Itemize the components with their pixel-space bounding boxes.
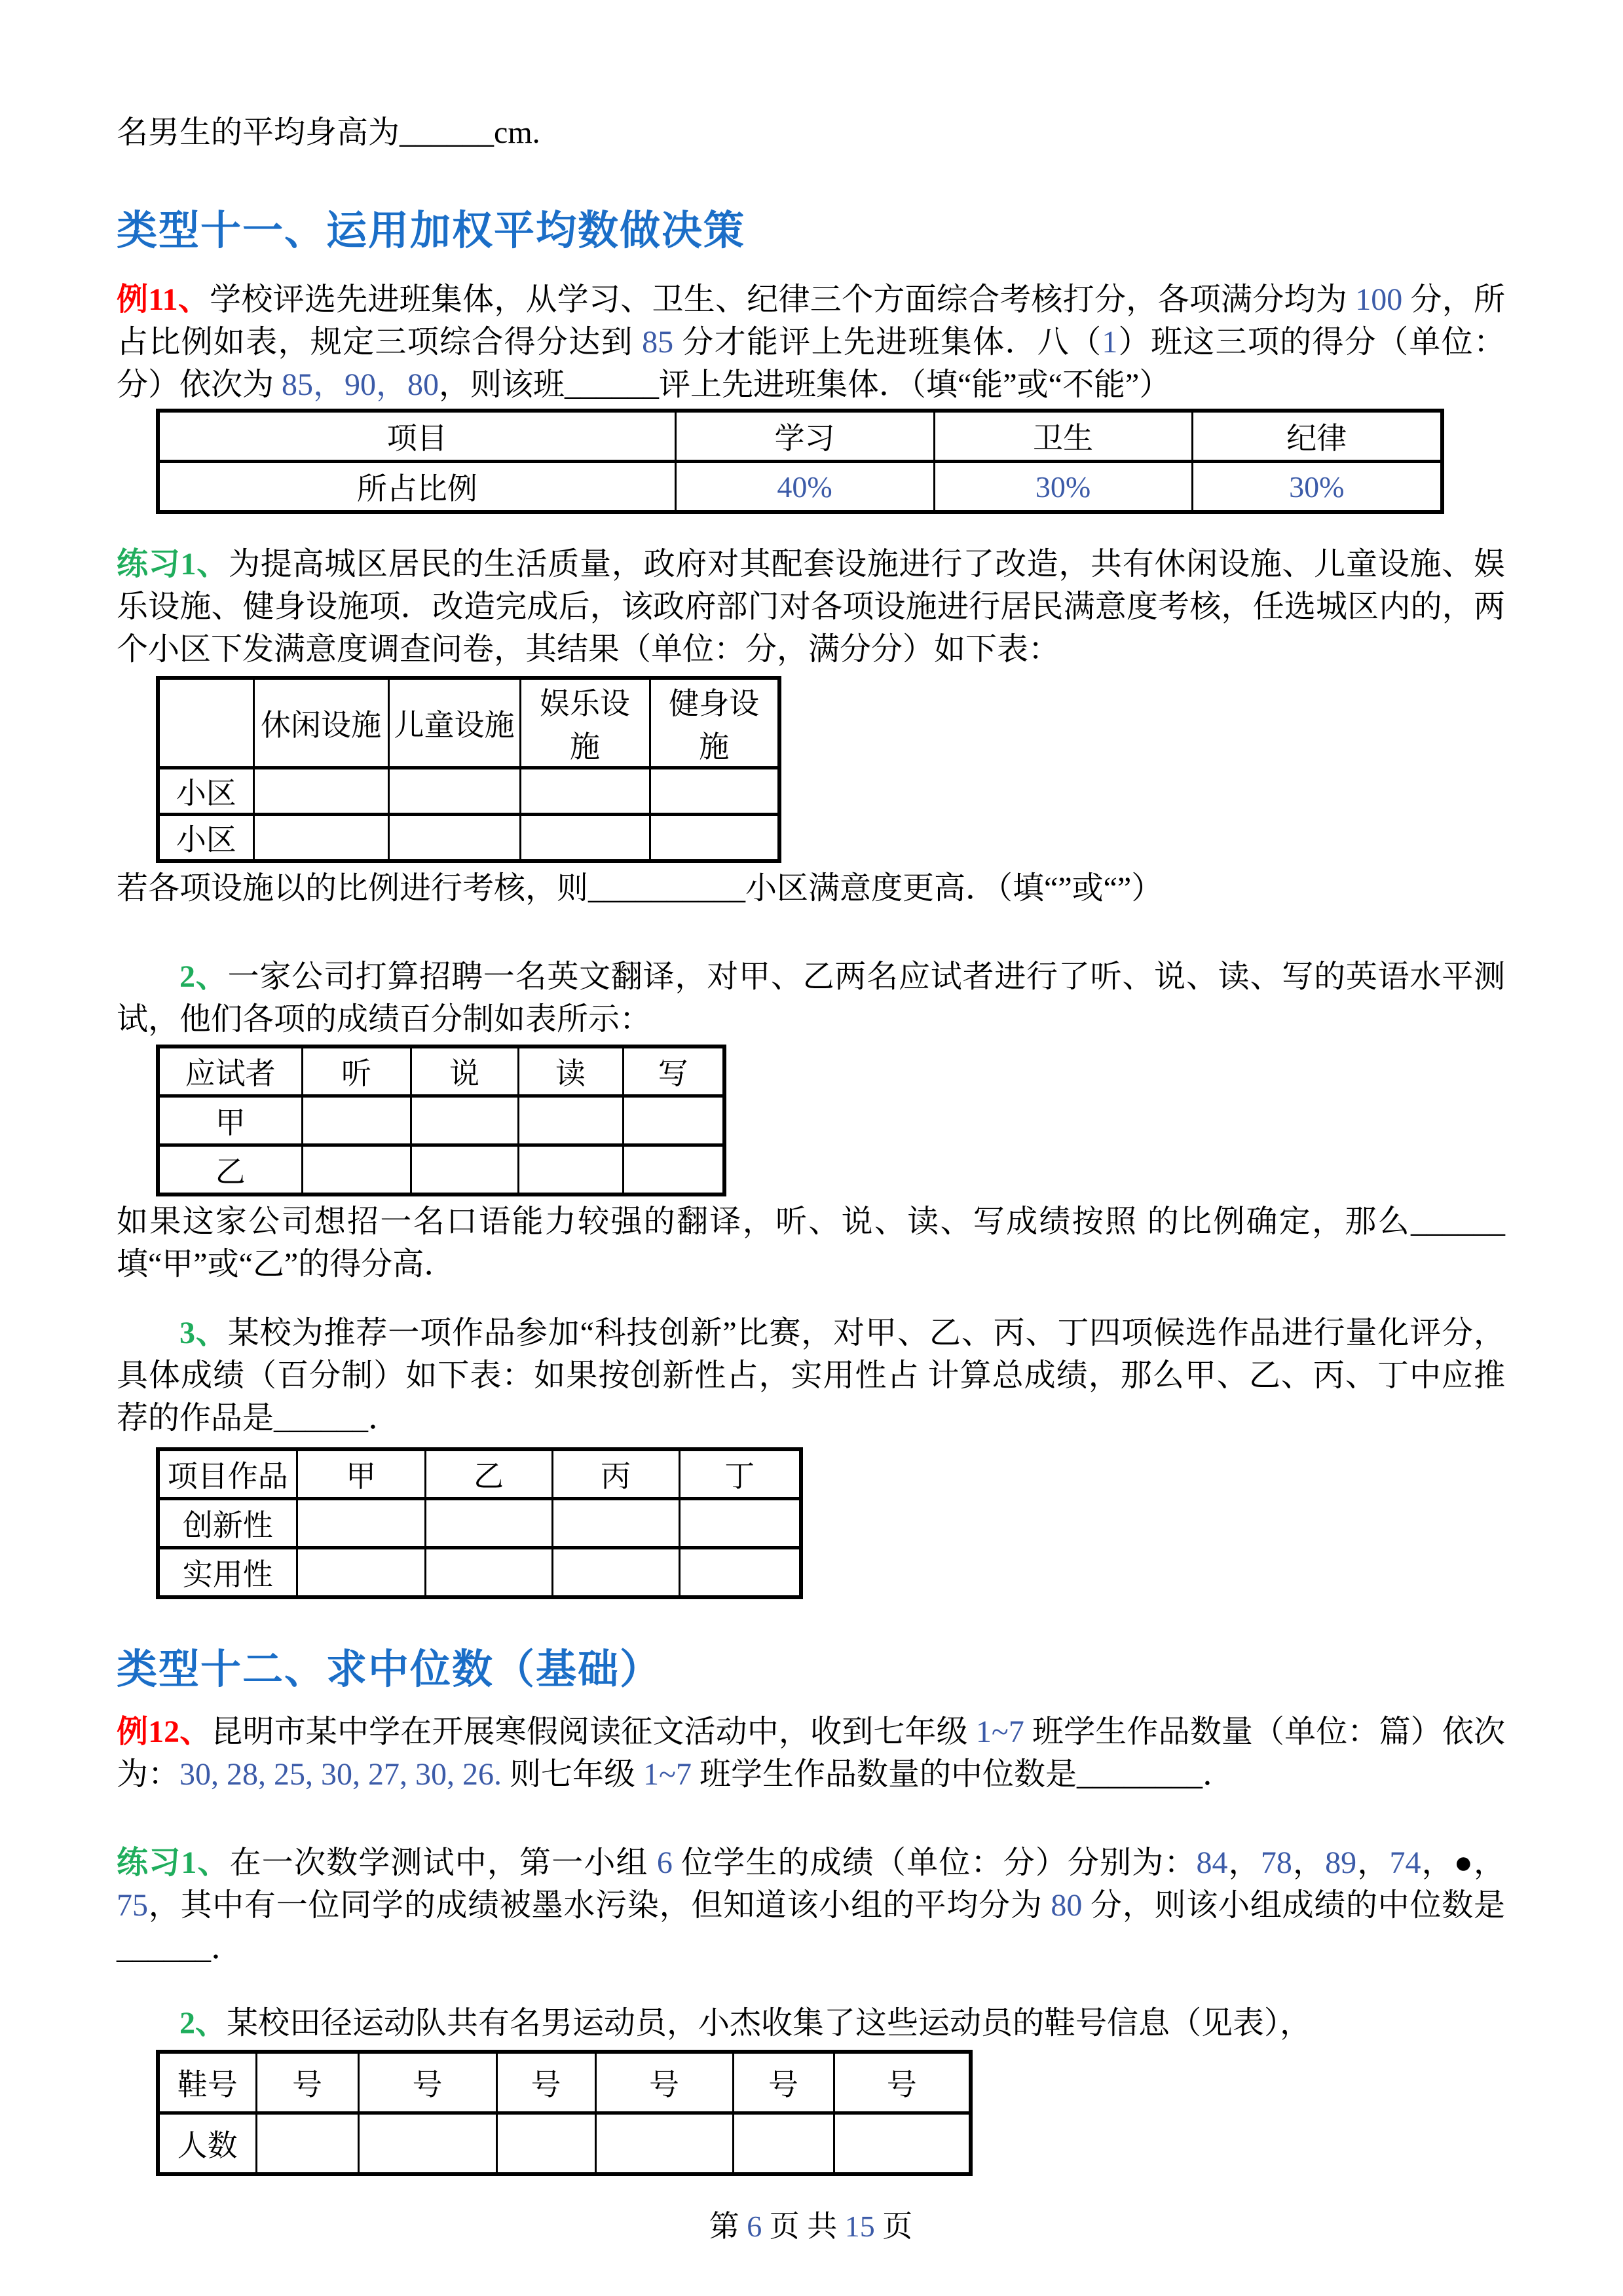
cell-ratio-label: 所占比例 <box>158 462 675 513</box>
table-row <box>158 1145 724 1195</box>
text-segment: 班学生作品数量的中位数是 <box>692 1757 1077 1792</box>
text-segment: 页 <box>874 2210 913 2243</box>
cell-hygiene-header: 卫生 <box>934 411 1192 462</box>
table-row <box>158 815 779 862</box>
text-segment: 某校为推荐一项作品参加“科技创新”比赛，对甲、乙、丙、丁四项候选作品进行量化评分，具体成绩（百分制）如下表：如果按创新性占，实用性占 计算总成绩，那么甲、乙、丙、丁中应推荐的作品是 <box>117 1316 1505 1435</box>
table-row <box>158 1449 801 1499</box>
text-segment: 分，所占比例如表，规定三项综合得分达到 <box>117 282 1505 360</box>
cell-blank <box>425 1548 552 1598</box>
text-segment-num: 85 <box>642 325 674 360</box>
section-heading-type-12: 类型十二、求中位数（基础） <box>117 1647 662 1692</box>
interview-score-table <box>156 1045 726 1196</box>
cell-children-header: 儿童设施 <box>388 678 520 768</box>
cell-blank <box>425 1499 552 1548</box>
table-row <box>158 768 779 815</box>
cell-work-ding-header: 丁 <box>679 1449 801 1499</box>
cell-ratio-study: 40% <box>675 462 934 513</box>
cell-blank <box>679 1548 801 1598</box>
cell-count-label: 人数 <box>158 2113 256 2175</box>
text-segment: ，则该班 <box>439 367 565 402</box>
text-segment-blank: ______ <box>117 1931 211 1965</box>
text-segment: 一家公司打算招聘一名英文翻译，对甲、乙两名应试者进行了听、说、读、写的英语水平测试，他们各项的成绩百分制如表所示： <box>117 959 1505 1037</box>
cell-blank <box>388 815 520 862</box>
table-row <box>158 1548 801 1598</box>
text-segment-num: 1~7 <box>643 1757 692 1792</box>
text-segment: 则七年级 <box>502 1757 644 1792</box>
cell-district-a: 小区 <box>158 768 253 815</box>
cell-size-col: 号 <box>733 2052 834 2113</box>
text-segment: cm. <box>494 115 540 150</box>
cell-blank <box>623 1096 724 1145</box>
text-segment: ， <box>1227 1845 1261 1880</box>
table-row <box>158 1046 724 1096</box>
text-segment-num: 15 <box>844 2210 875 2243</box>
cell-candidate-yi: 乙 <box>158 1145 302 1195</box>
cell-innovation-label: 创新性 <box>158 1499 297 1548</box>
table-row <box>158 411 1442 462</box>
text-segment: 位学生的成绩（单位：分）分别为： <box>672 1845 1197 1880</box>
table-row <box>158 462 1442 513</box>
text-segment-red: 例11、 <box>117 282 210 317</box>
table-row <box>158 678 779 768</box>
table-row <box>158 2113 971 2175</box>
text-segment: ． <box>368 1401 400 1435</box>
cell-shoe-size-header: 鞋号 <box>158 2052 256 2113</box>
text-segment: 班学生作品数量（单位：篇）依次为： <box>117 1714 1505 1792</box>
text-segment-blank: ______ <box>565 367 660 402</box>
text-segment-num: 1~7 <box>975 1714 1024 1749</box>
satisfaction-table <box>156 676 781 863</box>
text-segment: 学校评选先进班集体，从学习、卫生、纪律三个方面综合考核打分，各项满分均为 <box>210 282 1356 317</box>
text-segment-blank: __________ <box>588 871 746 906</box>
practice-1-median-paragraph <box>117 1842 1505 1969</box>
text-segment-green: 2、 <box>179 2006 227 2041</box>
cell-blank <box>552 1548 679 1598</box>
cell-blank <box>496 2113 595 2175</box>
text-segment: 第 <box>709 2210 747 2243</box>
text-segment: ）班这三项的得分（单位：分）依次为 <box>117 325 1505 402</box>
cell-candidate-jia: 甲 <box>158 1096 302 1145</box>
cell-ratio-discipline: 30% <box>1192 462 1442 513</box>
cell-blank <box>411 1096 518 1145</box>
text-segment-num: 89 <box>1325 1845 1357 1880</box>
example-12-paragraph <box>117 1711 1505 1796</box>
text-segment: 填“甲”或“乙”的得分高． <box>117 1247 456 1282</box>
text-segment-green: 2、 <box>179 959 228 994</box>
cell-empty <box>158 678 253 768</box>
table-row <box>158 2052 971 2113</box>
text-segment-num: 78 <box>1260 1845 1292 1880</box>
cell-blank <box>518 1145 623 1195</box>
cell-listening-header: 听 <box>302 1046 411 1096</box>
item-2-paragraph <box>117 955 1505 1041</box>
cell-blank <box>552 1499 679 1548</box>
text-segment: 评上先进班集体．（填“能”或“不能”） <box>659 367 1171 402</box>
cell-size-col: 号 <box>496 2052 595 2113</box>
text-segment-blank: ______ <box>1411 1204 1505 1239</box>
cell-size-col: 号 <box>358 2052 496 2113</box>
cell-entertainment-header: 娱乐设施 <box>520 678 650 768</box>
cell-blank <box>679 1499 801 1548</box>
cell-blank <box>297 1548 425 1598</box>
project-score-table <box>156 1447 803 1599</box>
cell-blank <box>518 1096 623 1145</box>
text-segment: 页 共 <box>762 2210 845 2243</box>
ratio-table <box>156 409 1444 514</box>
text-segment: ． <box>211 1931 243 1965</box>
cell-blank <box>358 2113 496 2175</box>
text-segment-num: 6 <box>747 2210 762 2243</box>
practice-1-paragraph <box>117 543 1505 671</box>
intro-line <box>117 111 1505 154</box>
cell-work-bing-header: 丙 <box>552 1449 679 1499</box>
text-segment-green: 练习1、 <box>117 1845 230 1880</box>
cell-size-col: 号 <box>834 2052 971 2113</box>
item-3-paragraph <box>117 1312 1505 1439</box>
cell-blank <box>388 768 520 815</box>
table-row <box>158 1499 801 1548</box>
cell-blank <box>253 815 388 862</box>
cell-blank <box>411 1145 518 1195</box>
text-segment-num: 30, 28, 25, 30, 27, 30, 26. <box>179 1757 502 1792</box>
text-segment-green: 练习1、 <box>117 547 229 582</box>
text-segment: 如果这家公司想招一名口语能力较强的翻译，听、说、读、写成绩按照 的比例确定，那么 <box>117 1204 1411 1239</box>
practice-1-question-line <box>117 867 1505 910</box>
text-segment: 小区满意度更高．（填“”或“”） <box>745 871 1163 906</box>
example-11-paragraph <box>117 278 1505 406</box>
text-segment: 名男生的平均身高为 <box>117 115 400 150</box>
cell-work-yi-header: 乙 <box>425 1449 552 1499</box>
text-segment: ， <box>1292 1845 1326 1880</box>
cell-blank <box>650 815 779 862</box>
text-segment: 昆明市某中学在开展寒假阅读征文活动中，收到七年级 <box>211 1714 976 1749</box>
cell-size-col: 号 <box>256 2052 358 2113</box>
cell-item-header: 项目 <box>158 411 675 462</box>
cell-writing-header: 写 <box>623 1046 724 1096</box>
cell-candidate-header: 应试者 <box>158 1046 302 1096</box>
text-segment-num: 100 <box>1355 282 1403 317</box>
cell-district-b: 小区 <box>158 815 253 862</box>
cell-blank <box>595 2113 733 2175</box>
text-segment: ，其中有一位同学的成绩被墨水污染，但知道该小组的平均分为 <box>148 1888 1051 1923</box>
cell-work-jia-header: 甲 <box>297 1449 425 1499</box>
text-segment-num: 84 <box>1196 1845 1228 1880</box>
cell-study-header: 学习 <box>675 411 934 462</box>
cell-blank <box>623 1145 724 1195</box>
text-segment: 分才能评上先进班集体．八（ <box>673 325 1102 360</box>
text-segment-green: 3、 <box>179 1316 228 1350</box>
text-segment: ，●， <box>1421 1845 1505 1880</box>
text-segment: ． <box>1203 1757 1235 1792</box>
cell-blank <box>834 2113 971 2175</box>
cell-blank <box>253 768 388 815</box>
cell-reading-header: 读 <box>518 1046 623 1096</box>
cell-blank <box>650 768 779 815</box>
text-segment-num: 80 <box>1051 1888 1083 1923</box>
text-segment-num: 6 <box>656 1845 673 1880</box>
cell-project-header: 项目作品 <box>158 1449 297 1499</box>
text-segment: 若各项设施以的比例进行考核，则 <box>117 871 589 906</box>
cell-fitness-header: 健身设施 <box>650 678 779 768</box>
cell-blank <box>733 2113 834 2175</box>
cell-blank <box>256 2113 358 2175</box>
cell-ratio-hygiene: 30% <box>934 462 1192 513</box>
text-segment: 为提高城区居民的生活质量，政府对其配套设施进行了改造，共有休闲设施、儿童设施、娱乐设施、健身设施项．改造完成后，该政府部门对各项设施进行居民满意度考核，任选城区内的，两个小区下发满意度调查问卷，其结果（单位：分，满分分）如下表： <box>117 547 1505 667</box>
cell-blank <box>302 1145 411 1195</box>
cell-blank <box>302 1096 411 1145</box>
cell-blank <box>520 768 650 815</box>
cell-leisure-header: 休闲设施 <box>253 678 388 768</box>
cell-blank <box>520 815 650 862</box>
cell-speaking-header: 说 <box>411 1046 518 1096</box>
cell-practicality-label: 实用性 <box>158 1548 297 1598</box>
text-segment-num: 74 <box>1389 1845 1421 1880</box>
text-segment-red: 例12、 <box>117 1714 212 1749</box>
section-heading-type-11: 类型十一、运用加权平均数做决策 <box>117 208 746 253</box>
text-segment: ， <box>1356 1845 1390 1880</box>
table-row <box>158 1096 724 1145</box>
text-segment-num: 75 <box>117 1888 148 1923</box>
text-segment-blank: ______ <box>274 1401 369 1435</box>
text-segment: 分，则该小组成绩的中位数是 <box>1082 1888 1505 1923</box>
cell-size-col: 号 <box>595 2052 733 2113</box>
text-segment-num: 1 <box>1102 325 1118 360</box>
item-2-shoes-paragraph <box>117 2002 1505 2045</box>
cell-discipline-header: 纪律 <box>1192 411 1442 462</box>
shoe-size-table <box>156 2050 973 2176</box>
text-segment-blank: ______ <box>400 115 494 150</box>
text-segment-blank: ________ <box>1077 1757 1203 1792</box>
text-segment-num: 85，90，80 <box>282 367 439 402</box>
cell-blank <box>297 1499 425 1548</box>
page-number-footer <box>117 2205 1505 2248</box>
text-segment: 某校田径运动队共有名男运动员，小杰收集了这些运动员的鞋号信息（见表）， <box>227 2006 1312 2041</box>
text-segment: 在一次数学测试中，第一小组 <box>229 1845 657 1880</box>
item-2-question-line <box>117 1200 1505 1286</box>
